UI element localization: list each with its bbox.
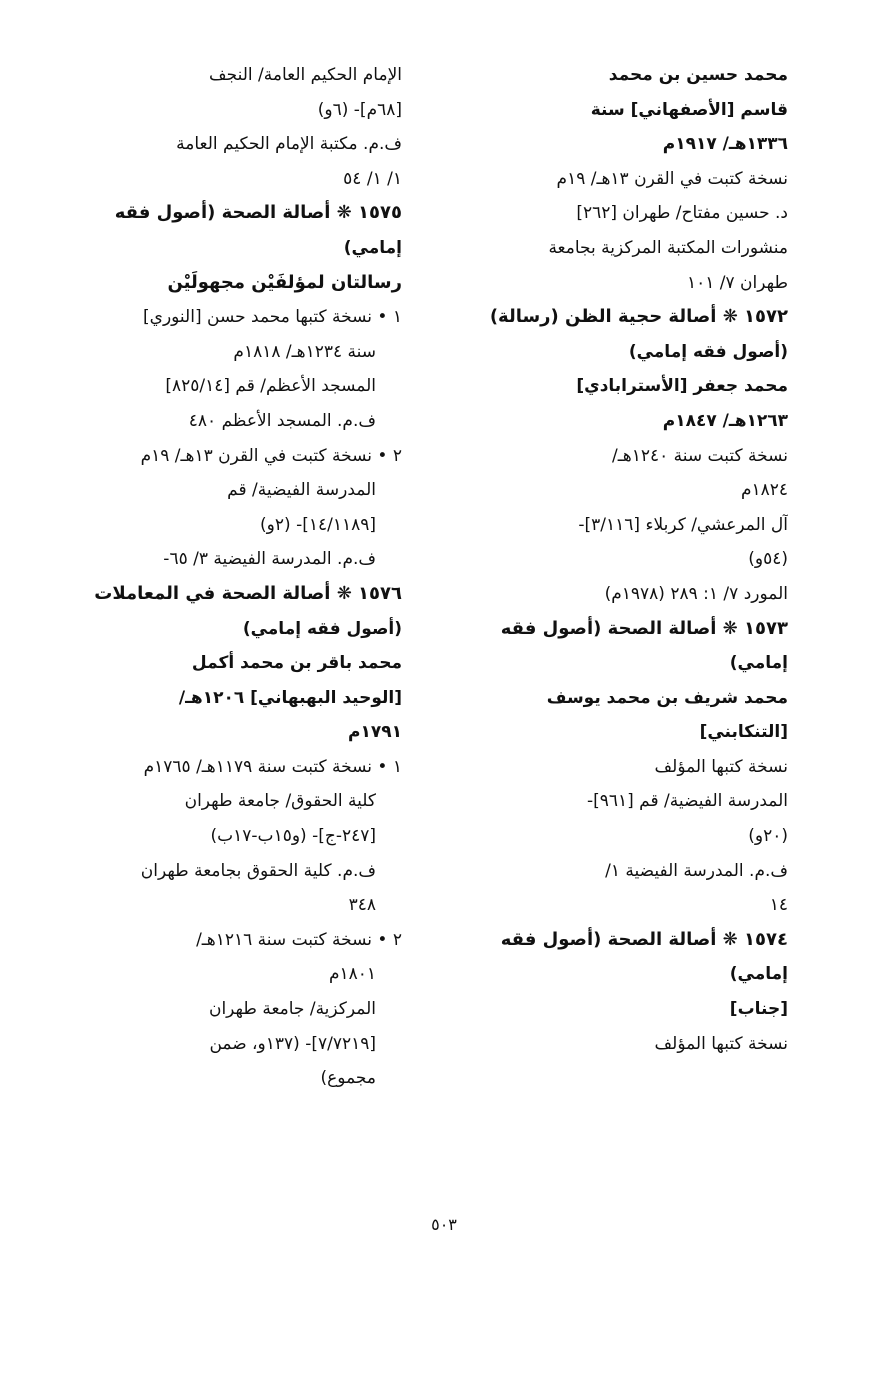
text-line: نسخة كتبت في القرن ١٣هـ/ ١٩م bbox=[556, 168, 788, 189]
text-line: الإمام الحكيم العامة/ النجف bbox=[209, 65, 402, 85]
text-line: ١٨٠١م bbox=[328, 964, 376, 985]
text-line: [التنكابني] bbox=[699, 722, 788, 743]
entry-heading: ١٥٧٣ ❋ أصالة الصحة (أصول فقه bbox=[500, 617, 788, 639]
text-line: [٧/٧٢١٩]- (١٣٧و، ضمن bbox=[209, 1033, 376, 1054]
text-line: محمد حسين بن محمد bbox=[608, 65, 788, 85]
text-line: محمد شريف بن محمد يوسف bbox=[546, 687, 788, 708]
text-line: آل المرعشي/ كربلاء [٣/١١٦]- bbox=[578, 514, 788, 535]
text-line: منشورات المكتبة المركزية بجامعة bbox=[548, 237, 788, 258]
text-line: المورد ٧/ ١: ٢٨٩ (١٩٧٨م) bbox=[604, 583, 788, 604]
text-line: إمامي) bbox=[729, 653, 788, 674]
text-line: ١ • نسخة كتبها محمد حسن [النوري] bbox=[143, 307, 402, 328]
text-line: ١٣٣٦هـ/ ١٩١٧م bbox=[662, 134, 788, 155]
text-line: ١٢٦٣هـ/ ١٨٤٧م bbox=[662, 410, 788, 431]
text-line: مجموع) bbox=[320, 1068, 376, 1089]
text-line: محمد باقر بن محمد أكمل bbox=[191, 653, 402, 674]
text-line: ١٧٩١م bbox=[348, 722, 402, 743]
text-line: ٢ • نسخة كتبت في القرن ١٣هـ/ ١٩م bbox=[140, 445, 402, 466]
text-line: طهران ٧/ ١٠١ bbox=[686, 272, 788, 293]
text-line: ١/ ١/ ٥٤ bbox=[343, 168, 402, 189]
entry-heading: ١٥٧٥ ❋ أصالة الصحة (أصول فقه bbox=[114, 202, 402, 224]
text-line: ف.م. المسجد الأعظم ٤٨٠ bbox=[188, 410, 376, 431]
page-number: ٥٠٣ bbox=[431, 1215, 457, 1234]
text-line: إمامي) bbox=[343, 237, 402, 258]
text-line: [٦٨م]- (٦و) bbox=[317, 99, 402, 120]
text-line: (٢٠و) bbox=[748, 826, 788, 847]
text-line: [١٤/١١٨٩]- (٢و) bbox=[260, 514, 376, 535]
text-line: (أصول فقه إمامي) bbox=[628, 341, 788, 362]
text-line: ١ • نسخة كتبت سنة ١١٧٩هـ/ ١٧٦٥م bbox=[143, 756, 402, 777]
text-line: محمد جعفر [الأسترابادي] bbox=[576, 376, 788, 397]
text-line: [جناب] bbox=[729, 999, 788, 1020]
text-line: نسخة كتبها المؤلف bbox=[654, 756, 788, 777]
text-line: ف.م. المدرسة الفيضية ١/ bbox=[605, 860, 788, 881]
text-line: قاسم [الأصفهاني] سنة bbox=[590, 99, 788, 120]
text-line: ٢ • نسخة كتبت سنة ١٢١٦هـ/ bbox=[196, 929, 402, 950]
left-column bbox=[68, 58, 402, 1096]
text-line: (أصول فقه إمامي) bbox=[242, 618, 402, 639]
text-line: [الوحيد البهبهاني] ١٢٠٦هـ/ bbox=[178, 687, 402, 708]
entry-heading: ١٥٧٤ ❋ أصالة الصحة (أصول فقه bbox=[500, 928, 788, 950]
text-line: ف.م. كلية الحقوق بجامعة طهران bbox=[140, 860, 376, 881]
entry-heading: رسالتان لمؤلفَيْن مجهولَيْن bbox=[167, 271, 402, 293]
entry-heading: ١٥٧٢ ❋ أصالة حجية الظن (رسالة) bbox=[489, 306, 788, 328]
text-line: ١٨٢٤م bbox=[740, 480, 788, 501]
text-line: إمامي) bbox=[729, 964, 788, 985]
text-line: نسخة كتبت سنة ١٢٤٠هـ/ bbox=[612, 445, 788, 466]
text-line: ٣٤٨ bbox=[348, 895, 376, 916]
text-line: كلية الحقوق/ جامعة طهران bbox=[184, 791, 376, 812]
text-line: د. حسين مفتاح/ طهران [٢٦٢] bbox=[576, 203, 788, 224]
text-line: ف.م. مكتبة الإمام الحكيم العامة bbox=[176, 134, 402, 155]
text-line: المركزية/ جامعة طهران bbox=[208, 999, 376, 1020]
text-line: (٥٤و) bbox=[748, 549, 788, 570]
text-line: نسخة كتبها المؤلف bbox=[654, 1033, 788, 1054]
text-line: ف.م. المدرسة الفيضية ٣/ ٦٥- bbox=[163, 549, 376, 570]
text-line: المسجد الأعظم/ قم [٨٢٥/١٤] bbox=[165, 376, 376, 397]
text-line: ١٤ bbox=[769, 895, 788, 916]
entry-heading: ١٥٧٦ ❋ أصالة الصحة في المعاملات bbox=[94, 582, 402, 604]
text-line: المدرسة الفيضية/ قم [٩٦١]- bbox=[586, 791, 788, 812]
text-line: [٢٤٧-ج]- (و١٥ب-١٧ب) bbox=[210, 826, 376, 847]
text-line: المدرسة الفيضية/ قم bbox=[227, 480, 376, 501]
text-line: سنة ١٢٣٤هـ/ ١٨١٨م bbox=[233, 341, 376, 362]
right-column bbox=[452, 58, 788, 1061]
